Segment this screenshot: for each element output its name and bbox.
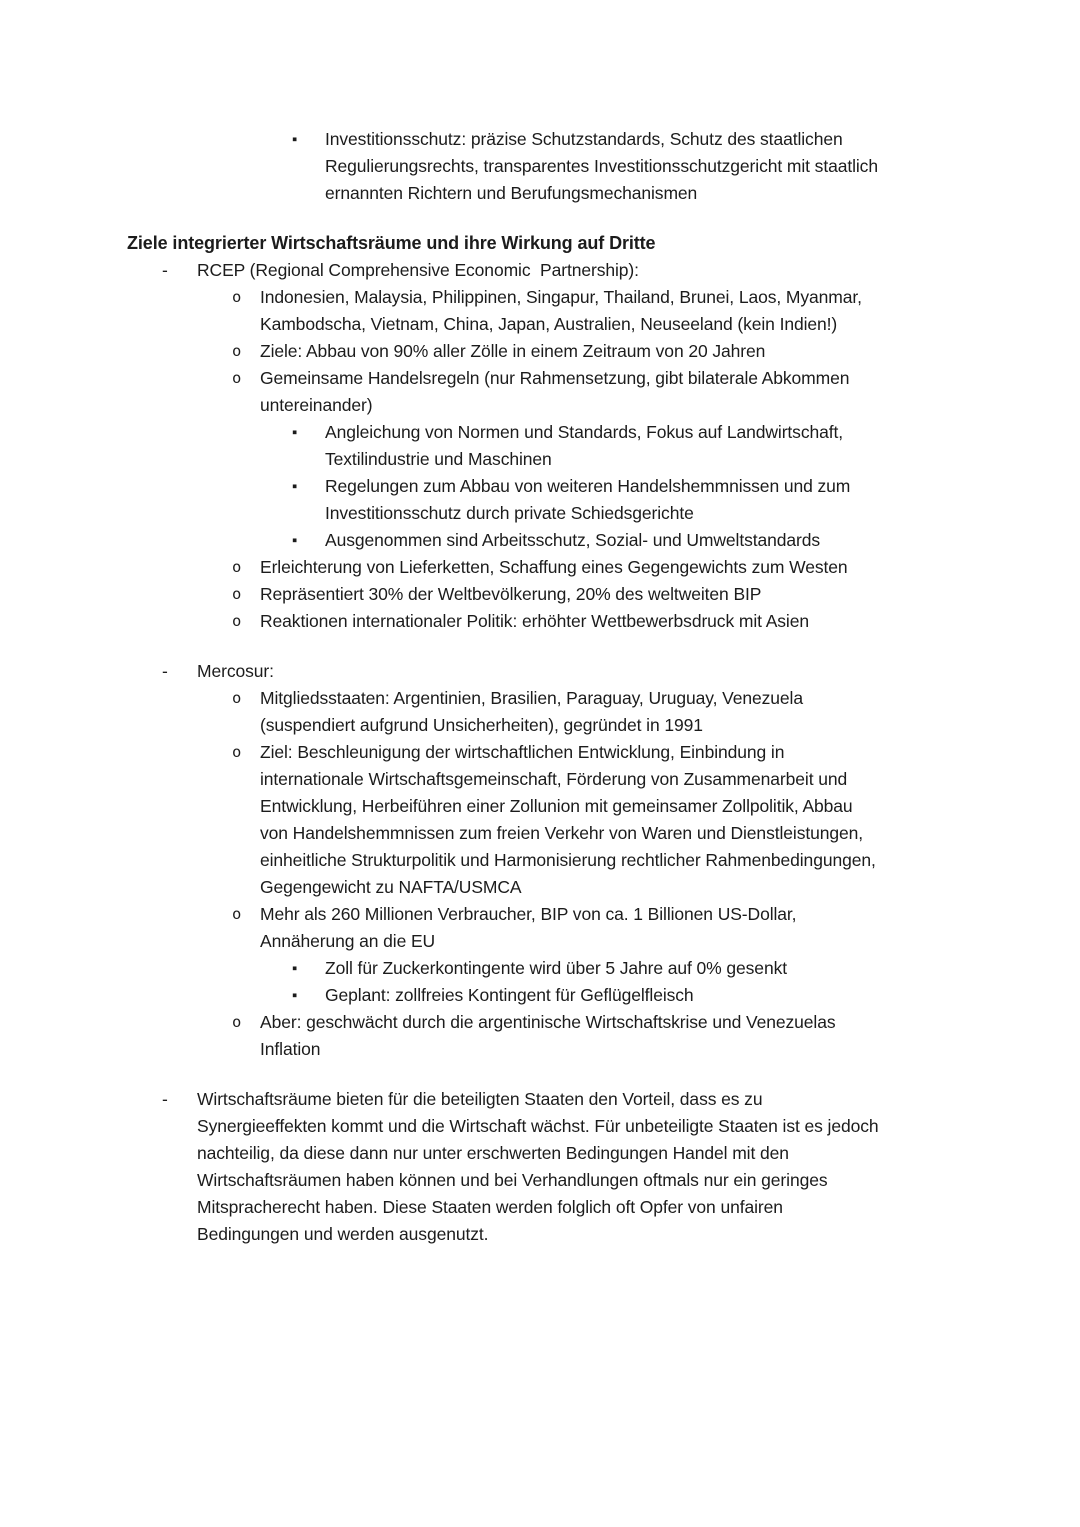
bullet-item bbox=[0, 1086, 1080, 1248]
text-lines bbox=[260, 284, 1080, 338]
circle-bullet-marker-icon: o bbox=[232, 1013, 242, 1031]
bullet-item bbox=[0, 126, 1080, 207]
text-line: Annäherung an die EU bbox=[260, 931, 436, 951]
text-lines bbox=[260, 739, 1080, 901]
circle-bullet-marker-icon: o bbox=[232, 342, 242, 360]
section-heading bbox=[0, 230, 1080, 257]
text-line: Regelungen zum Abbau von weiteren Handelshemmnissen und zum bbox=[325, 476, 851, 496]
text-line: Bedingungen und werden ausgenutzt. bbox=[197, 1224, 489, 1244]
square-bullet-marker-icon: ▪ bbox=[292, 424, 298, 441]
dash-bullet-marker-icon: - bbox=[162, 661, 168, 681]
text-lines bbox=[260, 685, 1080, 739]
paragraph-spacer bbox=[0, 207, 1080, 230]
text-line: Gegengewicht zu NAFTA/USMCA bbox=[260, 877, 522, 897]
text-lines bbox=[325, 527, 1080, 554]
text-lines bbox=[197, 257, 1080, 284]
text-line: ernannten Richtern und Berufungsmechanismen bbox=[325, 183, 698, 203]
text-lines bbox=[325, 473, 1080, 527]
text-line: einheitliche Strukturpolitik und Harmonisierung rechtlicher Rahmenbedingungen, bbox=[260, 850, 876, 870]
bullet-item bbox=[0, 419, 1080, 473]
square-bullet-marker-icon: ▪ bbox=[292, 960, 298, 977]
text-lines bbox=[325, 126, 1080, 207]
circle-bullet-marker-icon: o bbox=[232, 558, 242, 576]
circle-bullet-marker-icon: o bbox=[232, 585, 242, 603]
bullet-item bbox=[0, 365, 1080, 419]
text-line: Reaktionen internationaler Politik: erhöhter Wettbewerbsdruck mit Asien bbox=[260, 611, 809, 631]
bullet-item bbox=[0, 554, 1080, 581]
text-lines bbox=[260, 338, 1080, 365]
text-lines bbox=[260, 608, 1080, 635]
bullet-item bbox=[0, 581, 1080, 608]
text-line: Ziele: Abbau von 90% aller Zölle in einem Zeitraum von 20 Jahren bbox=[260, 341, 766, 361]
text-line: Synergieeffekten kommt und die Wirtschaft wächst. Für unbeteiligte Staaten ist es jedoch bbox=[197, 1116, 879, 1136]
bullet-item bbox=[0, 608, 1080, 635]
bullet-item bbox=[0, 257, 1080, 284]
text-line: (suspendiert aufgrund Unsicherheiten), gegründet in 1991 bbox=[260, 715, 703, 735]
text-line: Aber: geschwächt durch die argentinische Wirtschaftskrise und Venezuelas bbox=[260, 1012, 836, 1032]
text-lines bbox=[260, 1009, 1080, 1063]
text-lines bbox=[260, 581, 1080, 608]
text-line: Investitionsschutz durch private Schiedsgerichte bbox=[325, 503, 694, 523]
text-lines bbox=[197, 1086, 1080, 1248]
square-bullet-marker-icon: ▪ bbox=[292, 478, 298, 495]
text-line: internationale Wirtschaftsgemeinschaft, Förderung von Zusammenarbeit und bbox=[260, 769, 848, 789]
bullet-item bbox=[0, 685, 1080, 739]
text-line: Mitspracherecht haben. Diese Staaten werden folglich oft Opfer von unfairen bbox=[197, 1197, 783, 1217]
bullet-item bbox=[0, 739, 1080, 901]
text-line: Zoll für Zuckerkontingente wird über 5 Jahre auf 0% gesenkt bbox=[325, 958, 787, 978]
square-bullet-marker-icon: ▪ bbox=[292, 532, 298, 549]
circle-bullet-marker-icon: o bbox=[232, 743, 242, 761]
bullet-item bbox=[0, 982, 1080, 1009]
text-lines bbox=[197, 658, 1080, 685]
circle-bullet-marker-icon: o bbox=[232, 689, 242, 707]
dash-bullet-marker-icon: - bbox=[162, 1089, 168, 1109]
text-line: Geplant: zollfreies Kontingent für Geflügelfleisch bbox=[325, 985, 694, 1005]
text-lines bbox=[260, 554, 1080, 581]
text-line: Erleichterung von Lieferketten, Schaffung eines Gegengewichts zum Westen bbox=[260, 557, 848, 577]
text-lines bbox=[325, 982, 1080, 1009]
text-line: Mercosur: bbox=[197, 661, 274, 681]
circle-bullet-marker-icon: o bbox=[232, 369, 242, 387]
text-line: RCEP (Regional Comprehensive Economic Partnership): bbox=[197, 260, 639, 280]
text-lines bbox=[325, 955, 1080, 982]
bullet-item bbox=[0, 527, 1080, 554]
text-line: Wirtschaftsräumen haben können und bei Verhandlungen oftmals nur ein geringes bbox=[197, 1170, 828, 1190]
text-line: Mehr als 260 Millionen Verbraucher, BIP von ca. 1 Billionen US-Dollar, bbox=[260, 904, 797, 924]
square-bullet-marker-icon: ▪ bbox=[292, 131, 298, 148]
text-line: nachteilig, da diese dann nur unter erschwerten Bedingungen Handel mit den bbox=[197, 1143, 789, 1163]
text-line: Regulierungsrechts, transparentes Investitionsschutzgericht mit staatlich bbox=[325, 156, 878, 176]
text-line: Indonesien, Malaysia, Philippinen, Singapur, Thailand, Brunei, Laos, Myanmar, bbox=[260, 287, 862, 307]
paragraph-spacer bbox=[0, 1063, 1080, 1086]
bullet-item bbox=[0, 901, 1080, 955]
text-line: Investitionsschutz: präzise Schutzstandards, Schutz des staatlichen bbox=[325, 129, 843, 149]
text-line: Inflation bbox=[260, 1039, 321, 1059]
dash-bullet-marker-icon: - bbox=[162, 260, 168, 280]
text-line: Textilindustrie und Maschinen bbox=[325, 449, 552, 469]
bullet-item bbox=[0, 284, 1080, 338]
text-line: Mitgliedsstaaten: Argentinien, Brasilien, Paraguay, Uruguay, Venezuela bbox=[260, 688, 803, 708]
text-line: Angleichung von Normen und Standards, Fokus auf Landwirtschaft, bbox=[325, 422, 844, 442]
text-line: Gemeinsame Handelsregeln (nur Rahmensetzung, gibt bilaterale Abkommen bbox=[260, 368, 850, 388]
circle-bullet-marker-icon: o bbox=[232, 612, 242, 630]
circle-bullet-marker-icon: o bbox=[232, 288, 242, 306]
square-bullet-marker-icon: ▪ bbox=[292, 987, 298, 1004]
text-lines bbox=[260, 365, 1080, 419]
bullet-item bbox=[0, 473, 1080, 527]
bullet-item bbox=[0, 1009, 1080, 1063]
paragraph-spacer bbox=[0, 635, 1080, 658]
bullet-item bbox=[0, 955, 1080, 982]
text-line: Wirtschaftsräume bieten für die beteiligten Staaten den Vorteil, dass es zu bbox=[197, 1089, 763, 1109]
text-line: Entwicklung, Herbeiführen einer Zollunion mit gemeinsamer Zollpolitik, Abbau bbox=[260, 796, 853, 816]
text-line: Ziel: Beschleunigung der wirtschaftlichen Entwicklung, Einbindung in bbox=[260, 742, 785, 762]
text-lines bbox=[260, 901, 1080, 955]
text-line: von Handelshemmnissen zum freien Verkehr von Waren und Dienstleistungen, bbox=[260, 823, 864, 843]
bullet-item bbox=[0, 658, 1080, 685]
bullet-item bbox=[0, 338, 1080, 365]
circle-bullet-marker-icon: o bbox=[232, 905, 242, 923]
heading-line: Ziele integrierter Wirtschaftsräume und ihre Wirkung auf Dritte bbox=[127, 233, 656, 253]
text-lines bbox=[325, 419, 1080, 473]
text-line: untereinander) bbox=[260, 395, 373, 415]
text-lines bbox=[127, 230, 1080, 257]
text-line: Ausgenommen sind Arbeitsschutz, Sozial- und Umweltstandards bbox=[325, 530, 821, 550]
text-line: Kambodscha, Vietnam, China, Japan, Australien, Neuseeland (kein Indien!) bbox=[260, 314, 838, 334]
text-line: Repräsentiert 30% der Weltbevölkerung, 20% des weltweiten BIP bbox=[260, 584, 762, 604]
